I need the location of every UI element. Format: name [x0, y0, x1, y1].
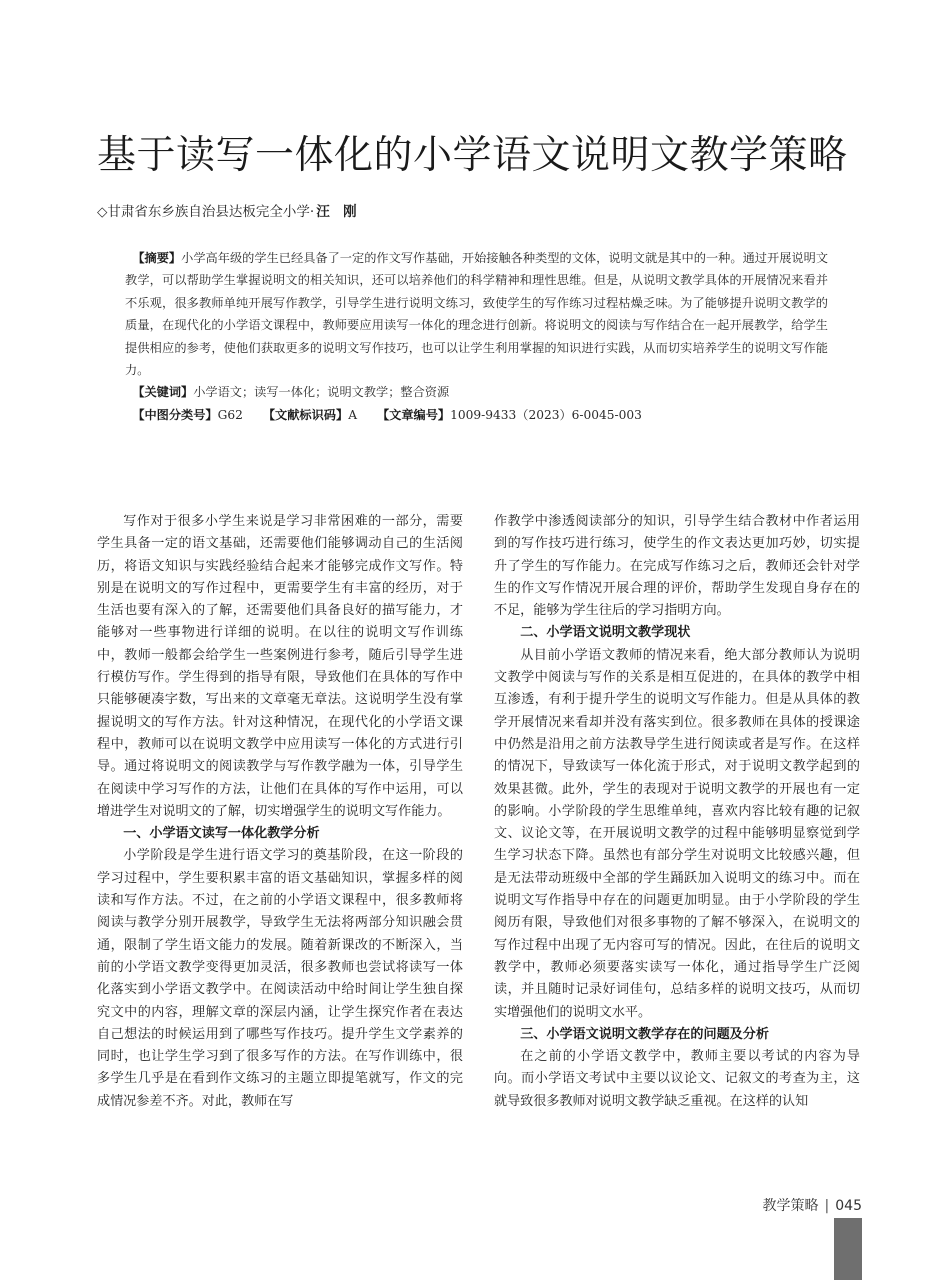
- author-line: [97, 203, 357, 221]
- affiliation: 甘肃省东乡族自治县达板完全小学: [107, 204, 310, 220]
- footer-section: 教学策略: [762, 1198, 819, 1214]
- doc-code-segment: [263, 408, 357, 422]
- doc-code-label: 【文献标识码】: [262, 407, 349, 422]
- body-paragraph: 在之前的小学语文教学中，教师主要以考试的内容为导向。而小学语文考试中主要以议论文、记叙文的考查为主，这就导致很多教师对说明文教学缺乏重视。在这样的认知: [494, 1049, 860, 1109]
- abstract-text: 小学高年级的学生已经具备了一定的作文写作基础，开始接触各种类型的文体，说明文就是其中的一种。通过开展说明文教学，可以帮助学生掌握说明文的相关知识，还可以培养他们的科学精神和理性思维。但是，从说明文教学具体的开展情况来看并不乐观，很多教师单纯开展写作教学，引导学生进行说明文练习，致使学生的写作练习过程枯燥乏味。为了能够提升说明文教学的质量，在现代化的小学语文课程中，教师要应用读写一体化的理念进行创新。将说明文的阅读与写作结合在一起开展教学，给学生提供相应的参考，使他们获取更多的说明文写作技巧，也可以让学生利用掌握的知识进行实践，从而切实培养学生的说明文写作能力。: [125, 251, 829, 378]
- clc-segment: [132, 408, 243, 422]
- abstract-paragraph: [125, 247, 828, 381]
- section-heading: 三、小学语文说明文教学存在的问题及分析: [520, 1026, 769, 1042]
- abstract-block: [125, 247, 828, 426]
- footer-divider: |: [824, 1198, 830, 1214]
- abstract-label: 【摘要】: [132, 251, 182, 265]
- author-separator: ·: [309, 204, 315, 220]
- keywords-label: 【关键词】: [132, 385, 194, 400]
- keywords-row: [125, 381, 828, 403]
- article-no-value: 1009-9433（2023）6-0045-003: [450, 407, 642, 422]
- page-number: 045: [835, 1198, 862, 1214]
- clc-label: 【中图分类号】: [132, 407, 218, 422]
- clc-value: G62: [217, 407, 243, 422]
- section-heading: 二、小学语文说明文教学现状: [520, 625, 691, 641]
- page-edge-tab: [834, 1218, 862, 1280]
- page-footer: [763, 1195, 862, 1215]
- body-paragraph: 小学阶段是学生进行语文学习的奠基阶段，在这一阶段的学习过程中，学生要积累丰富的语文基础知识，掌握多样的阅读和写作方法。不过，在之前的小学语文课程中，很多教师将阅读与教学分别开展教学，导致学生无法将两部分知识融会贯通，限制了学生语文能力的发展。随着新课改的不断深入，当前的小学语文教学变得更加灵活，很多教师也尝试将读写一体化落实到小学语文教学中。在阅读活动中给时间让学生独自探究文中的内容，理解文章的深层内涵，让学生探究作者在表达自己想法的时候运用到了哪些写作技巧。提升学生文学素养的同时，也让学生学习到了很多写作的方法。在写作训练中，很多学生几乎是在看到作文练习的主题立即提笔就写，作文的完成情况参差不齐。对此，教师在写: [97, 848, 463, 1109]
- classification-row: [125, 404, 828, 426]
- body-paragraph: 写作对于很多小学生来说是学习非常困难的一部分，需要学生具备一定的语文基础，还需要他们能够调动自己的生活阅历，将语文知识与实践经验结合起来才能够完成作文写作。特别是在说明文的写作过程中，更需要学生有丰富的经历，对于生活也要有深入的了解，还需要他们具备良好的描写能力，才能够对一些事物进行详细的说明。在以往的说明文写作训练中，教师一般都会给学生一些案例进行参考，随后引导学生进行模仿写作。学生得到的指导有限，导致他们在具体的写作中只能够硬凑字数，写出来的文章毫无章法。这说明学生没有掌握说明文的写作方法。针对这种情况，在现代化的小学语文课程中，教师可以在说明文教学中应用读写一体化的方式进行引导。通过将说明文的阅读教学与写作教学融为一体，引导学生在阅读中学习写作的方法，让他们在具体的写作中运用，可以增进学生对说明文的了解，切实增强学生的说明文写作能力。: [97, 514, 463, 819]
- body-paragraph-continued: 作教学中渗透阅读部分的知识，引导学生结合教材中作者运用到的写作技巧进行练习，使学生的作文表达更加巧妙，切实提升了学生的写作能力。在完成写作练习之后，教师还会针对学生的作文写作情况开展合理的评价，帮助学生发现自身存在的不足，能够为学生往后的学习指明方向。: [494, 514, 860, 619]
- section-heading: 一、小学语文读写一体化教学分析: [123, 826, 320, 842]
- body-paragraph: 从目前小学语文教师的情况来看，绝大部分教师认为说明文教学中阅读与写作的关系是相互促进的，在具体的教学中相互渗透，有利于提升学生的说明文写作能力。但是从具体的教学开展情况来看却并没有落实到位。很多教师在具体的授课途中仍然是沿用之前方法教导学生进行阅读或者是写作。在这样的情况下，导致读写一体化流于形式，对于说明文教学起到的效果甚微。此外，学生的表现对于说明文教学的开展也有一定的影响。小学阶段的学生思维单纯，喜欢内容比较有趣的记叙文、议论文等，在开展说明文教学的过程中能够明显察觉到学生学习状态下降。虽然也有部分学生对说明文比较感兴趣，但是无法带动班级中全部的学生踊跃加入说明文的练习中。而在说明文写作指导中存在的问题更加明显。由于小学阶段的学生阅历有限，导致他们对很多事物的了解不够深入，在说明文的写作过程中出现了无内容可写的情况。因此，在往后的说明文教学中，教师必须要落实读写一体化，通过指导学生广泛阅读，并且随时记录好词佳句，总结多样的说明文技巧，从而切实增强他们的说明文水平。: [494, 647, 860, 1020]
- author-name: 汪 刚: [316, 204, 357, 220]
- diamond-icon: ◇: [97, 204, 108, 220]
- body-column-left: [97, 511, 463, 1113]
- article-title: 基于读写一体化的小学语文说明文教学策略: [97, 133, 848, 178]
- keywords-text: 小学语文；读写一体化；说明文教学；整合资源: [193, 385, 450, 400]
- article-no-label: 【文章编号】: [377, 407, 451, 422]
- article-no-segment: [377, 408, 642, 422]
- body-column-right: [494, 511, 860, 1113]
- doc-code-value: A: [348, 407, 357, 422]
